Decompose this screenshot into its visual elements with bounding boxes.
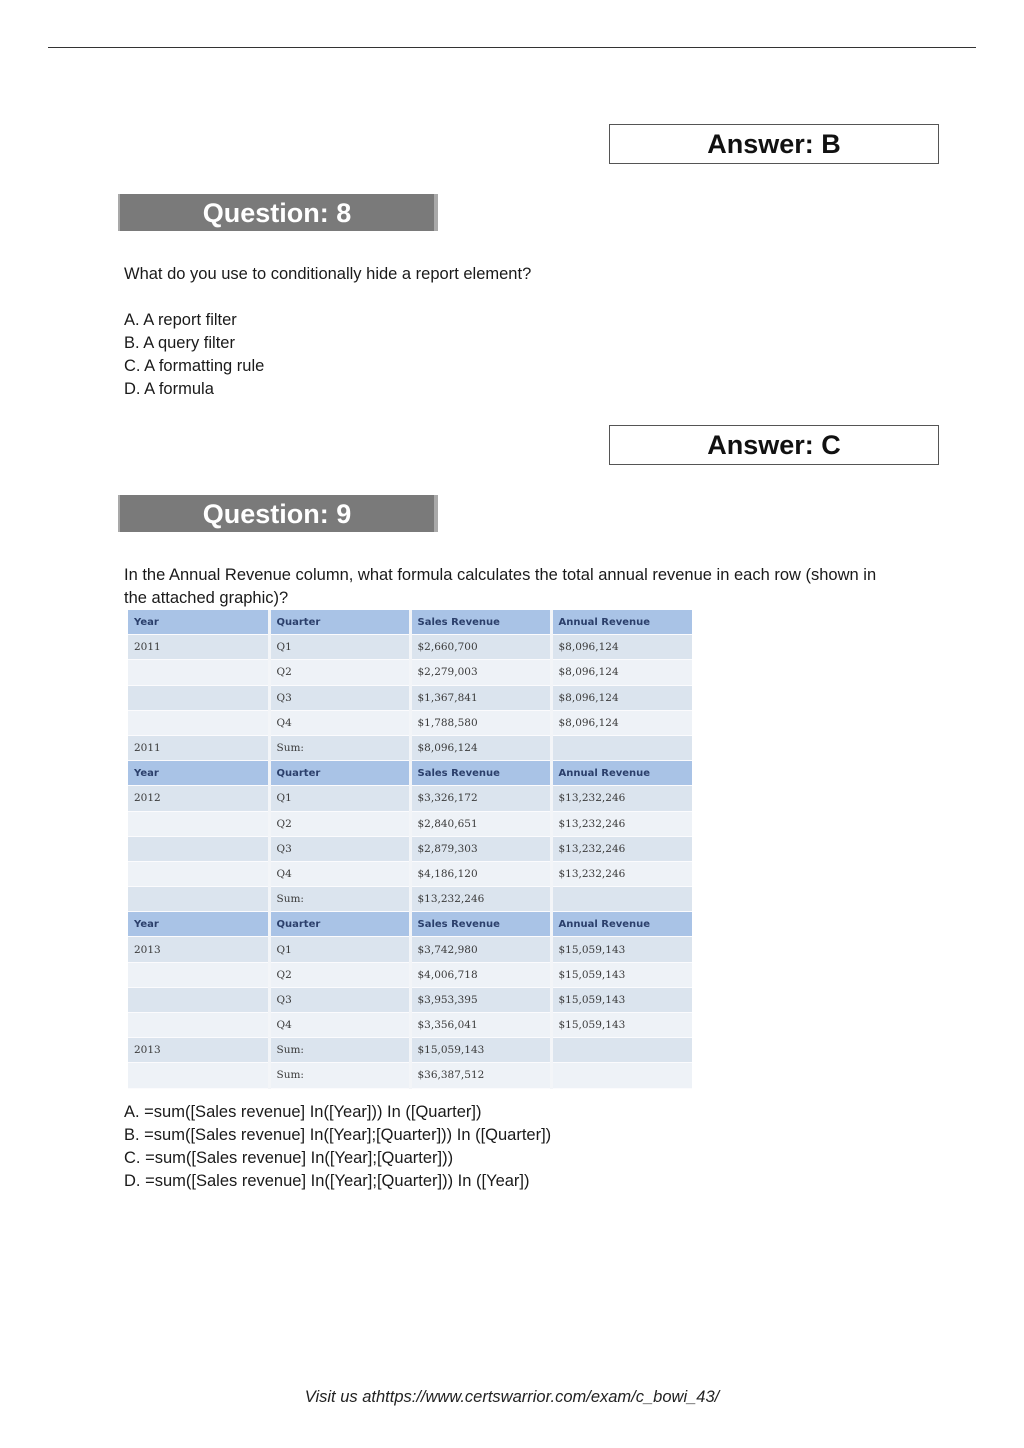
option: D. =sum([Sales revenue] In([Year];[Quarter])) In ([Year]) [124,1172,530,1190]
table-cell [128,861,269,886]
option: B. =sum([Sales revenue] In([Year];[Quarter])) In ([Quarter]) [124,1126,552,1144]
table-cell: Q2 [269,660,410,685]
revenue-table [128,610,692,1089]
table-row [128,660,692,685]
table-cell: $2,879,303 [410,836,551,861]
column-header: Annual Revenue [551,610,692,635]
option: D. A formula [124,380,214,398]
option: B. A query filter [124,334,235,352]
table-cell: $13,232,246 [551,811,692,836]
table-cell: 2013 [128,937,269,962]
table-cell: Sum: [269,887,410,912]
column-header: Quarter [269,912,410,937]
table-row [128,685,692,710]
answer-label: Answer: B [707,129,841,159]
table-cell: Q1 [269,635,410,660]
table-row [128,786,692,811]
table-cell: $15,059,143 [551,987,692,1012]
option: A. =sum([Sales revenue] In([Year])) In ([Quarter]) [124,1103,482,1121]
table-cell [128,710,269,735]
table-cell: $8,096,124 [551,660,692,685]
table-cell [551,1063,692,1088]
column-header: Year [128,761,269,786]
table-cell: $8,096,124 [551,710,692,735]
table-cell: $3,326,172 [410,786,551,811]
answer-box-q8 [609,425,939,465]
question-title: Question: 9 [202,499,352,529]
table-cell: $3,742,980 [410,937,551,962]
answer-box-prev [609,124,939,164]
question-8-banner [118,194,438,231]
column-header: Quarter [269,610,410,635]
table-cell: $13,232,246 [551,836,692,861]
question-8-options [124,309,264,401]
table-row [128,1038,692,1063]
question-text-line: the attached graphic)? [124,589,289,607]
table-cell [128,1013,269,1038]
table-cell: $4,006,718 [410,962,551,987]
column-header: Sales Revenue [410,610,551,635]
table-cell: $13,232,246 [551,786,692,811]
table-cell: Q3 [269,685,410,710]
table-header-row [128,912,692,937]
table-cell [128,987,269,1012]
table-cell: $3,953,395 [410,987,551,1012]
column-header: Sales Revenue [410,912,551,937]
question-title: Question: 8 [202,198,352,228]
table-cell [128,962,269,987]
column-header: Annual Revenue [551,761,692,786]
question-9-banner [118,495,438,532]
table-cell: $15,059,143 [551,1013,692,1038]
table-row [128,1063,692,1088]
table-cell: Q4 [269,861,410,886]
table-cell: 2011 [128,735,269,760]
column-header: Quarter [269,761,410,786]
table-cell: $8,096,124 [551,635,692,660]
table-cell: Sum: [269,1063,410,1088]
table-cell: $15,059,143 [551,962,692,987]
question-9-text [124,564,944,610]
table-cell: Q2 [269,962,410,987]
column-header: Year [128,912,269,937]
column-header: Sales Revenue [410,761,551,786]
table-cell: $8,096,124 [410,735,551,760]
table-cell: 2011 [128,635,269,660]
table-cell: Q3 [269,987,410,1012]
table-cell: Sum: [269,1038,410,1063]
table-row [128,987,692,1012]
table-cell: $13,232,246 [551,861,692,886]
table-row [128,962,692,987]
table-cell: $15,059,143 [551,937,692,962]
table-cell: $36,387,512 [410,1063,551,1088]
table-cell [551,735,692,760]
table-cell: Q1 [269,786,410,811]
table-cell [551,1038,692,1063]
table-row [128,887,692,912]
table-cell: Q1 [269,937,410,962]
question-9-options [124,1101,551,1193]
table-cell: $1,788,580 [410,710,551,735]
table-cell: $2,660,700 [410,635,551,660]
table-row [128,836,692,861]
table-header-row [128,761,692,786]
table-header-row [128,610,692,635]
table-cell: $2,279,003 [410,660,551,685]
table-cell [551,887,692,912]
table-cell [128,887,269,912]
column-header: Annual Revenue [551,912,692,937]
table-cell [128,660,269,685]
option: C. =sum([Sales revenue] In([Year];[Quarter])) [124,1149,454,1167]
footer-link-text: Visit us athttps://www.certswarrior.com/exam/c_bowi_43/ [304,1388,720,1406]
table-row [128,811,692,836]
table-row [128,861,692,886]
table-cell: Q4 [269,1013,410,1038]
column-header: Year [128,610,269,635]
table-cell: Q3 [269,836,410,861]
table-cell [128,836,269,861]
table-row [128,735,692,760]
answer-label: Answer: C [707,430,841,460]
table-cell: $3,356,041 [410,1013,551,1038]
table-row [128,635,692,660]
table-cell: 2013 [128,1038,269,1063]
option: C. A formatting rule [124,357,265,375]
table-cell: $13,232,246 [410,887,551,912]
question-8-text: What do you use to conditionally hide a report element? [124,265,532,283]
table-cell: $2,840,651 [410,811,551,836]
table-row [128,710,692,735]
table-cell: Sum: [269,735,410,760]
table-cell: 2012 [128,786,269,811]
question-text-line: In the Annual Revenue column, what formula calculates the total annual revenue in each row (shown in [124,566,877,584]
table-cell [128,811,269,836]
table-cell: $1,367,841 [410,685,551,710]
table-cell: Q4 [269,710,410,735]
option: A. A report filter [124,311,237,329]
table-row [128,1013,692,1038]
table-cell: $8,096,124 [551,685,692,710]
table-cell [128,1063,269,1088]
header-rule [48,47,976,48]
table-cell: $4,186,120 [410,861,551,886]
table-cell: Q2 [269,811,410,836]
table-cell: $15,059,143 [410,1038,551,1063]
table-row [128,937,692,962]
table-cell [128,685,269,710]
